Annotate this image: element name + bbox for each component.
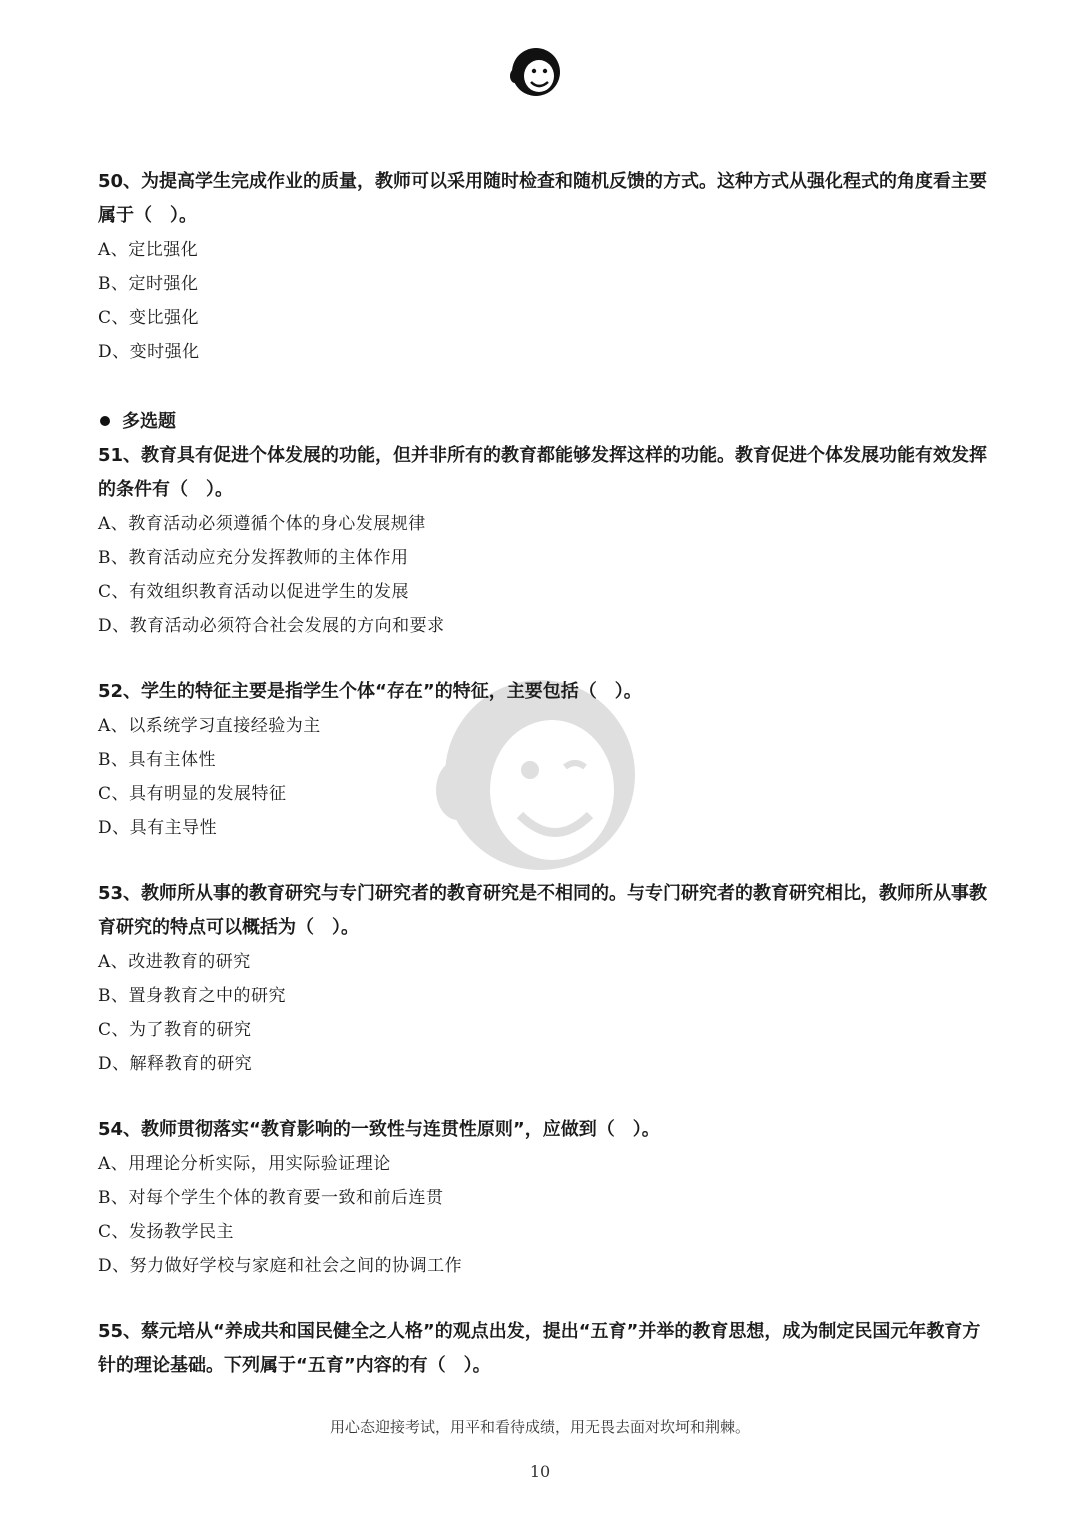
section-heading <box>98 405 988 439</box>
page-number: 10 <box>529 1462 551 1481</box>
bullet-icon <box>100 416 110 426</box>
option-b: B、教育活动应充分发挥教师的主体作用 <box>98 548 409 568</box>
question-stem: 52、学生的特征主要是指学生个体“存在”的特征，主要包括（ ）。 <box>98 681 642 702</box>
question-stem: 50、为提高学生完成作业的质量，教师可以采用随时检查和随机反馈的方式。这种方式从强化程式的角度看主要属于（ ）。 <box>98 171 988 226</box>
footer-motto: 用心态迎接考试，用平和看待成绩，用无畏去面对坎坷和荆棘。 <box>329 1418 750 1436</box>
option-b: B、定时强化 <box>98 274 199 294</box>
option-d: D、教育活动必须符合社会发展的方向和要求 <box>98 616 445 636</box>
section-title: 多选题 <box>122 411 176 432</box>
option-a: A、定比强化 <box>98 240 199 260</box>
option-c: C、具有明显的发展特征 <box>98 784 287 804</box>
question-stem: 54、教师贯彻落实“教育影响的一致性与连贯性原则”，应做到（ ）。 <box>98 1119 660 1140</box>
option-c: C、变比强化 <box>98 308 200 328</box>
option-d: D、解释教育的研究 <box>98 1054 253 1074</box>
option-b: B、对每个学生个体的教育要一致和前后连贯 <box>98 1188 444 1208</box>
option-d: D、努力做好学校与家庭和社会之间的协调工作 <box>98 1256 463 1276</box>
question-54 <box>98 1113 988 1283</box>
exam-content <box>98 165 988 1415</box>
option-d: D、具有主导性 <box>98 818 218 838</box>
question-stem: 55、蔡元培从“养成共和国民健全之人格”的观点出发，提出“五育”并举的教育思想，成为制定民国元年教育方针的理论基础。下列属于“五育”内容的有（ ）。 <box>98 1321 981 1376</box>
option-a: A、教育活动必须遵循个体的身心发展规律 <box>98 514 426 534</box>
option-c: C、为了教育的研究 <box>98 1020 252 1040</box>
question-52 <box>98 675 988 845</box>
option-c: C、发扬教学民主 <box>98 1222 235 1242</box>
question-53 <box>98 877 988 1081</box>
option-b: B、置身教育之中的研究 <box>98 986 286 1006</box>
question-stem: 51、教育具有促进个体发展的功能，但并非所有的教育都能够发挥这样的功能。教育促进个体发展功能有效发挥的条件有（ ）。 <box>98 445 988 500</box>
question-51 <box>98 439 988 643</box>
option-b: B、具有主体性 <box>98 750 216 770</box>
question-stem: 53、教师所从事的教育研究与专门研究者的教育研究是不相同的。与专门研究者的教育研究相比，教师所从事教育研究的特点可以概括为（ ）。 <box>98 883 988 938</box>
option-a: A、改进教育的研究 <box>98 952 251 972</box>
question-50 <box>98 165 988 369</box>
option-a: A、以系统学习直接经验为主 <box>98 716 321 736</box>
option-d: D、变时强化 <box>98 342 200 362</box>
option-c: C、有效组织教育活动以促进学生的发展 <box>98 582 410 602</box>
option-a: A、用理论分析实际，用实际验证理论 <box>98 1154 391 1174</box>
monkey-mascot-icon <box>505 40 567 100</box>
question-55 <box>98 1315 988 1383</box>
